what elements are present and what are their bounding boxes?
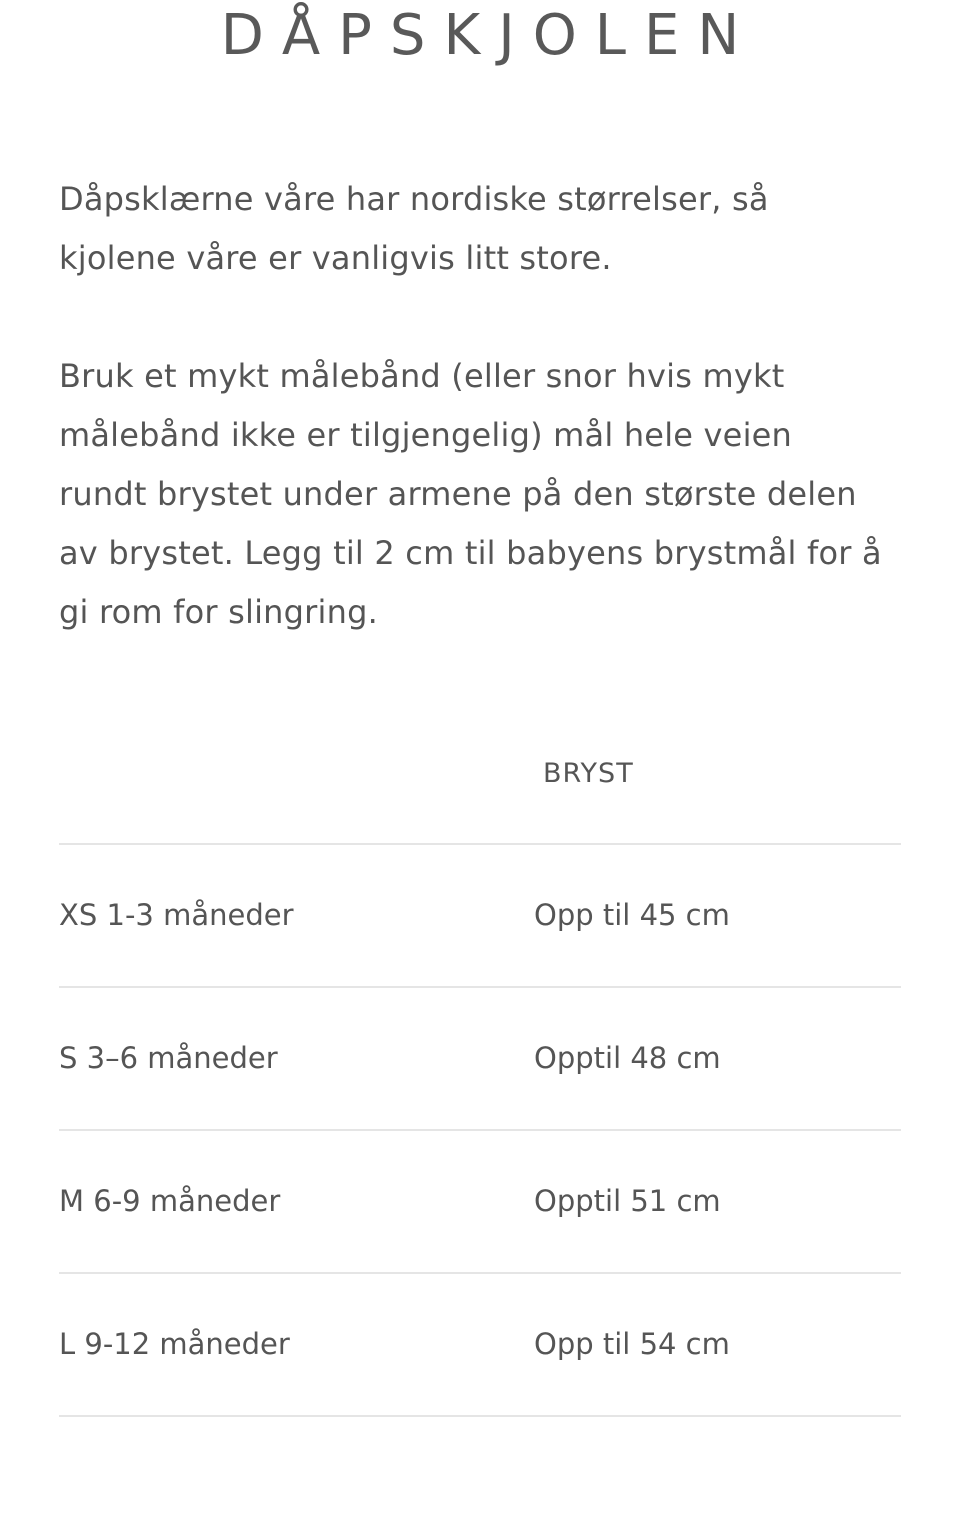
bryst-cell: Opp til 45 cm: [534, 898, 730, 932]
bryst-cell: Opptil 48 cm: [534, 1041, 721, 1075]
table-row: [59, 988, 901, 1131]
measuring-instructions: Bruk et mykt målebånd (eller snor hvis mykt målebånd ikke er tilgjengelig) mål hele veien rundt brystet under armene på den største delen av brystet. Legg til 2 cm til babyens brystmål for å gi rom for slingring.: [59, 357, 882, 631]
column-header-bryst: BRYST: [543, 758, 634, 789]
size-cell: M 6-9 måneder: [59, 1184, 281, 1218]
size-cell: XS 1-3 måneder: [59, 898, 294, 932]
table-row: [59, 1131, 901, 1274]
size-table: [59, 726, 901, 1417]
table-header-row: [59, 726, 901, 845]
size-cell: S 3–6 måneder: [59, 1041, 278, 1075]
bryst-cell: Opptil 51 cm: [534, 1184, 721, 1218]
size-cell: L 9-12 måneder: [59, 1327, 290, 1361]
table-row: [59, 845, 901, 988]
bryst-cell: Opp til 54 cm: [534, 1327, 730, 1361]
intro-paragraph: Dåpsklærne våre har nordiske størrelser, så kjolene våre er vanligvis litt store.: [59, 180, 769, 277]
page-title: DÅPSKJOLEN: [220, 3, 758, 68]
table-row: [59, 1274, 901, 1417]
